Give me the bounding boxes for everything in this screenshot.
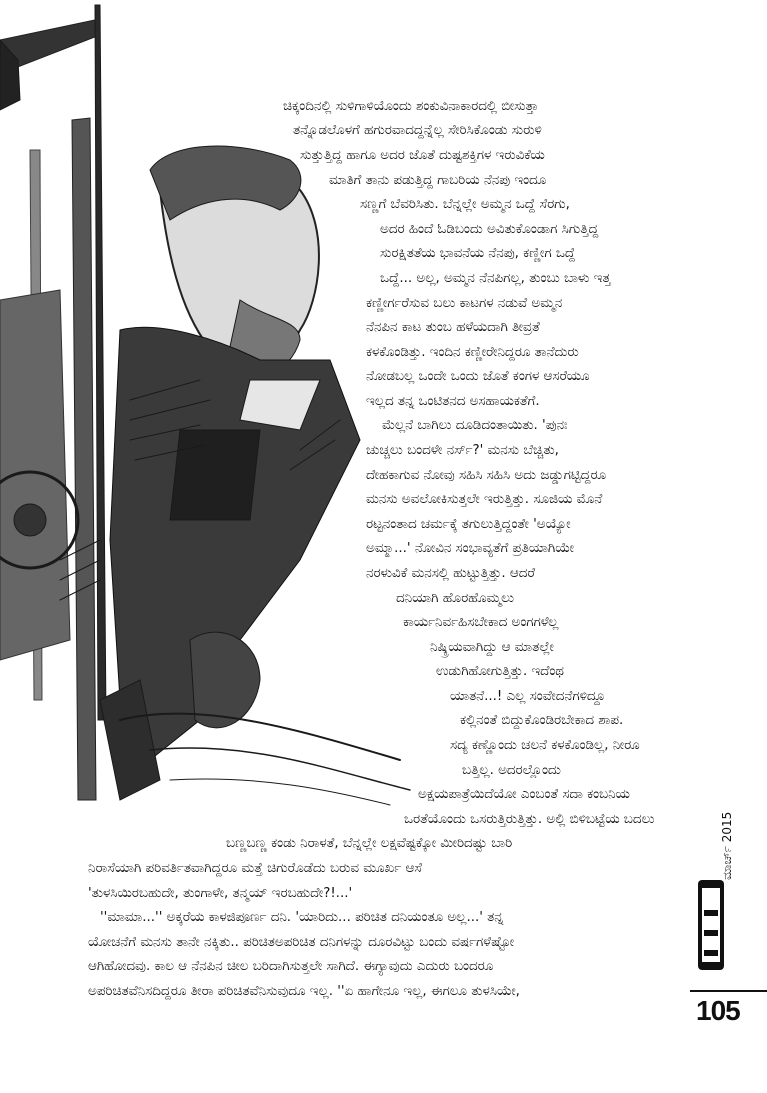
text-line-29: ಅಕ್ಷಯಪಾತ್ರೆಯಿದೆಯೋ ಎಂಬಂತೆ ಸದಾ ಕಂಬನಿಯ (418, 787, 630, 802)
text-line-3: ಸುತ್ತುತ್ತಿದ್ದ ಹಾಗೂ ಅದರ ಜೊತೆ ದುಷ್ಟಶಕ್ತಿಗಳ ಇರುವಿಕೆಯ (300, 148, 545, 163)
page-number: 105 (696, 995, 740, 1026)
text-line-31: ಬಣ್ಣಬಣ್ಣ ಕಂಡು ನಿರಾಳತೆ, ಬೆನ್ನಲ್ಲೇ ಲಕ್ಷವೆಷ್ಟಕ್ಕೋ ಮೀರಿದಷ್ಟು ಬಾರಿ (226, 836, 513, 851)
text-line-23: ನಿಷ್ಕ್ರಿಯವಾಗಿದ್ದು ಆ ಮಾತಲ್ಲೇ (430, 640, 554, 655)
text-line-1: ಚಿಕ್ಕಂದಿನಲ್ಲಿ ಸುಳಿಗಾಳಿಯೊಂದು ಶಂಕುವಿನಾಕಾರದಲ್ಲಿ ಬೀಸುತ್ತಾ (283, 99, 539, 114)
text-line-30: ಒರತೆಯೊಂದು ಒಸರುತ್ತಿರುತ್ತಿತ್ತು. ಅಲ್ಲಿ ಬಿಳಿಬಟ್ಟೆಯ ಬದಲು (404, 812, 655, 827)
text-line-32: ನಿರಾಸೆಯಾಗಿ ಪರಿವರ್ತಿತವಾಗಿದ್ದರೂ ಮತ್ತೆ ಚಿಗುರೊಡೆದು ಬರುವ ಮೂರ್ಖ ಆಸೆ (88, 861, 422, 876)
text-line-35: ಯೋಚನೆಗೆ ಮನಸು ತಾನೇ ನಕ್ಕಿತು.. ಪರಿಚಿತಅಪರಿಚಿತ ದನಿಗಳನ್ನು ದೂರವಿಟ್ಟು ಬಂದು ವರ್ಷಗಳೆಷ್ಟೋ (88, 935, 515, 950)
text-line-34: ''ಮಾಮಾ...'' ಅಕ್ಕರೆಯ ಕಾಳಜಿಪೂರ್ಣ ದನಿ. 'ಯಾರಿದು... ಪರಿಚಿತ ದನಿಯಂತೂ ಅಲ್ಲ...' ತನ್ನ (100, 910, 504, 925)
text-line-15: ಚುಚ್ಚಲು ಬಂದಳೇ ನರ್ಸ್?' ಮನಸು ಬೆಚ್ಚಿತು, (366, 443, 559, 458)
text-line-8: ಒದ್ದೆ... ಅಲ್ಲ, ಅಮ್ಮನ ನೆನಪಿಗಲ್ಲ, ತುಂಬು ಬಾಳು ಇತ್ತ (380, 271, 611, 286)
text-line-13: ಇಲ್ಲದ ತನ್ನ ಒಂಟಿತನದ ಅಸಹಾಯಕತೆಗೆ. (366, 394, 540, 409)
text-line-17: ಮನಸು ಅವಲೋಕಿಸುತ್ತಲೇ ಇರುತ್ತಿತ್ತು. ಸೂಜಿಯ ಮೊನೆ (366, 492, 603, 507)
text-line-6: ಅದರ ಹಿಂದೆ ಓಡಿಬಂದು ಅವಿತುಕೊಂಡಾಗ ಸಿಗುತ್ತಿದ್ದ (380, 222, 599, 237)
text-line-25: ಯಾತನೆ...! ಎಲ್ಲ ಸಂವೇದನೆಗಳಿದ್ದೂ (450, 689, 606, 704)
text-line-11: ಕಳಕೊಂಡಿತ್ತು. ಇಂದಿನ ಕಣ್ಣೀರೇನಿದ್ದರೂ ತಾನೆದುರು (366, 345, 579, 360)
footer-rule (690, 990, 767, 992)
text-line-20: ನರಳುವಿಕೆ ಮನಸಲ್ಲಿ ಹುಟ್ಟುತ್ತಿತ್ತು. ಆದರೆ (366, 566, 536, 581)
text-line-33: 'ತುಳಸಿಯಿರಬಹುದೇ, ತುಂಗಾಳೇ, ತನ್ಮಯ್ ಇರಬಹುದೇ?!...' (88, 886, 353, 901)
text-line-9: ಕಣ್ಣೀರ್ಗರೆಸುವ ಬಲು ಕಾಟಗಳ ನಡುವೆ ಅಮ್ಮನ (366, 296, 563, 311)
text-line-26: ಕಲ್ಲಿನಂತೆ ಬಿದ್ದುಕೊಂಡಿರಬೇಕಾದ ಶಾಪ. (460, 713, 624, 728)
text-line-28: ಬತ್ತಿಲ್ಲ. ಅದರಲ್ಲೊಂದು (462, 763, 561, 778)
text-line-19: ಅಮ್ಮಾ...' ನೋವಿನ ಸಂಭಾವ್ಯತೆಗೆ ಪ್ರತಿಯಾಗಿಯೇ (366, 541, 574, 556)
text-line-12: ನೋಡಬಲ್ಲ ಒಂದೇ ಒಂದು ಜೊತೆ ಕಂಗಳ ಆಸರೆಯೂ (366, 369, 590, 384)
text-line-2: ತನ್ನೊಡಲೊಳಗೆ ಹಗುರವಾದದ್ದನ್ನೆಲ್ಲ ಸೇರಿಸಿಕೊಂಡು ಸುರುಳಿ (293, 123, 542, 138)
text-line-37: ಅಪರಿಚಿತವೆನಿಸದಿದ್ದರೂ ತೀರಾ ಪರಿಚಿತವೆನಿಸುವುದೂ ಇಲ್ಲ. ''ಏ ಹಾಗೇನೂ ಇಲ್ಲ, ಈಗಲೂ ತುಳಸಿಯೇ, (88, 984, 520, 999)
text-line-22: ಕಾರ್ಯನಿರ್ವಹಿಸಬೇಕಾದ ಅಂಗಗಳೆಲ್ಲ (403, 615, 559, 630)
text-line-10: ನೆನಪಿನ ಕಾಟ ತುಂಬ ಹಳೆಯದಾಗಿ ತೀವ್ರತೆ (366, 320, 540, 335)
issue-month: ಮಾರ್ಚ್ 2015 (720, 811, 734, 880)
text-line-24: ಉಡುಗಿಹೋಗುತ್ತಿತ್ತು. ಇದೆಂಥ (436, 664, 564, 679)
text-line-36: ಆಗಿಹೋದವು. ಕಾಲ ಆ ನೆನಪಿನ ಚೀಲ ಬರಿದಾಗಿಸುತ್ತಲೇ ಸಾಗಿದೆ. ಈಗ್ಯಾವುದು ಎದುರು ಬಂದರೂ (88, 959, 494, 974)
text-line-4: ಮಾತಿಗೆ ತಾನು ಪಡುತ್ತಿದ್ದ ಗಾಬರಿಯ ನೆನಪು ಇಂದೂ (329, 173, 547, 188)
text-line-21: ದನಿಯಾಗಿ ಹೊರಹೊಮ್ಮಲು (396, 591, 515, 606)
text-line-14: ಮೆಲ್ಲನೆ ಬಾಗಿಲು ದೂಡಿದಂತಾಯಿತು. 'ಪುನಃ (382, 418, 568, 433)
text-line-16: ದೇಹಕಾಗುವ ನೋವು ಸಹಿಸಿ ಸಹಿಸಿ ಅದು ಜಡ್ಡುಗಟ್ಟಿದ್ದರೂ (366, 468, 607, 483)
text-line-5: ಸಣ್ಣಗೆ ಬೆವರಿಸಿತು. ಬೆನ್ನಲ್ಲೇ ಅಮ್ಮನ ಒದ್ದೆ ಸೆರಗು, (360, 197, 570, 212)
text-line-7: ಸುರಕ್ಷಿತತೆಯ ಭಾವನೆಯ ನೆನಪು, ಕಣ್ಣೀಗ ಒದ್ದೆ (380, 246, 576, 261)
text-line-18: ರಟ್ಟನಂತಾದ ಚರ್ಮಕ್ಕೆ ತಗುಲುತ್ತಿದ್ದಂತೇ 'ಅಯ್ಯೋ (366, 517, 571, 532)
text-line-27: ಸದ್ಯ ಕಣ್ಣೊಂದು ಚಲನೆ ಕಳಕೊಂಡಿಲ್ಲ, ನೀರೂ (450, 738, 640, 753)
